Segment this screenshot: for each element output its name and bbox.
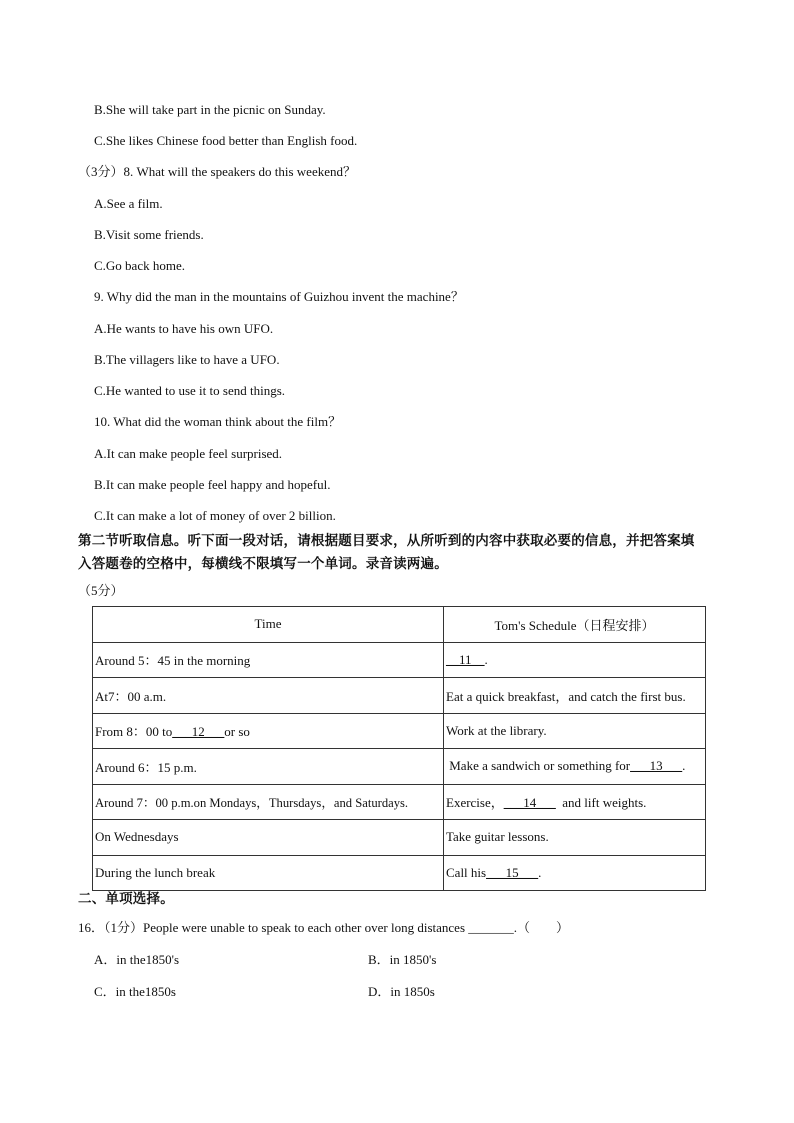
header-time: Time [93,607,444,643]
schedule-cell [444,642,706,678]
schedule-text-after: . [538,864,542,880]
q16-stem: 16．（1分）People were unable to speak to each other over long distances _______.（ ） [78,920,569,935]
answer-blank-14: ___14___ [503,795,556,811]
schedule-cell [444,855,706,891]
time-text-after: or so [224,724,250,740]
q10-option-c: C.It can make a lot of money of over 2 billion. [94,508,336,523]
q16-option-a: A．in the1850's [94,952,180,967]
schedule-text-after: . [682,758,686,774]
answer-blank-12: ___12___ [172,724,225,740]
q16-option-b: B．in 1850's [368,952,437,967]
time-text: Around 5：45 in the morning [95,653,251,669]
section2-instruction-line1: 第二节听取信息。听下面一段对话，请根据题目要求，从所听到的内容中获取必要的信息，并把答案填 [78,533,695,549]
q9-option-a: A.He wants to have his own UFO. [94,321,274,336]
time-cell [93,678,444,714]
schedule-table [92,606,706,891]
q16-option-d: D．in 1850s [368,984,435,999]
section2-instruction-line2: 入答题卷的空格中，每横线不限填写一个单词。录音读两遍。 [78,556,448,572]
q8-option-c: C.Go back home. [94,258,185,273]
time-cell [93,784,444,820]
table-row [93,642,706,678]
q10-stem: 10. What did the woman think about the film？ [94,414,342,429]
schedule-cell [444,713,706,749]
schedule-cell [444,749,706,785]
q7-option-b: B.She will take part in the picnic on Sunday. [94,102,326,117]
schedule-text: Take guitar lessons. [446,829,549,845]
time-cell [93,820,444,856]
time-cell [93,749,444,785]
q8-stem: （3分）8. What will the speakers do this weekend？ [78,164,356,179]
table-row [93,713,706,749]
q10-option-b: B.It can make people feel happy and hopeful. [94,477,331,492]
answer-blank-13: ___13___ [630,758,683,774]
schedule-cell [444,784,706,820]
q7-option-c: C.She likes Chinese food better than English food. [94,133,358,148]
time-text: On Wednesdays [95,829,179,845]
schedule-text: Exercise， [446,795,504,811]
part2-heading: 二、单项选择。 [78,891,174,907]
q9-option-b: B.The villagers like to have a UFO. [94,352,280,367]
time-text: Around 7：00 p.m.on Mondays，Thursdays，and Saturdays. [95,796,409,811]
table-row [93,749,706,785]
time-cell [93,713,444,749]
schedule-text: Call his [446,864,487,880]
q8-option-a: A.See a film. [94,196,163,211]
time-cell [93,642,444,678]
table-row [93,855,706,891]
table-header-row [93,607,706,643]
time-text: From 8：00 to [95,724,173,740]
schedule-cell [444,678,706,714]
q16-option-c: C．in the1850s [94,984,176,999]
time-text: At7：00 a.m. [95,688,167,704]
q9-stem: 9. Why did the man in the mountains of Guizhou invent the machine？ [94,289,464,304]
time-cell [93,855,444,891]
schedule-text: Eat a quick breakfast，and catch the first bus. [446,688,686,704]
schedule-text: Work at the library. [446,722,547,738]
schedule-text-after: . [484,651,488,667]
answer-blank-15: ___15___ [486,864,539,880]
schedule-text: Make a sandwich or something for [446,758,631,774]
table-row [93,678,706,714]
q10-option-a: A.It can make people feel surprised. [94,446,283,461]
q8-option-b: B.Visit some friends. [94,227,204,242]
header-schedule: Tom's Schedule（日程安排） [444,607,706,643]
table-row [93,784,706,820]
time-text: During the lunch break [95,864,216,880]
time-text: Around 6：15 p.m. [95,759,197,775]
schedule-cell [444,820,706,856]
q9-option-c: C.He wanted to use it to send things. [94,383,286,398]
answer-blank-11: __11__ [446,651,485,667]
section2-points: （5分） [78,583,124,598]
table-row [93,820,706,856]
schedule-text-after: and lift weights. [555,795,647,811]
